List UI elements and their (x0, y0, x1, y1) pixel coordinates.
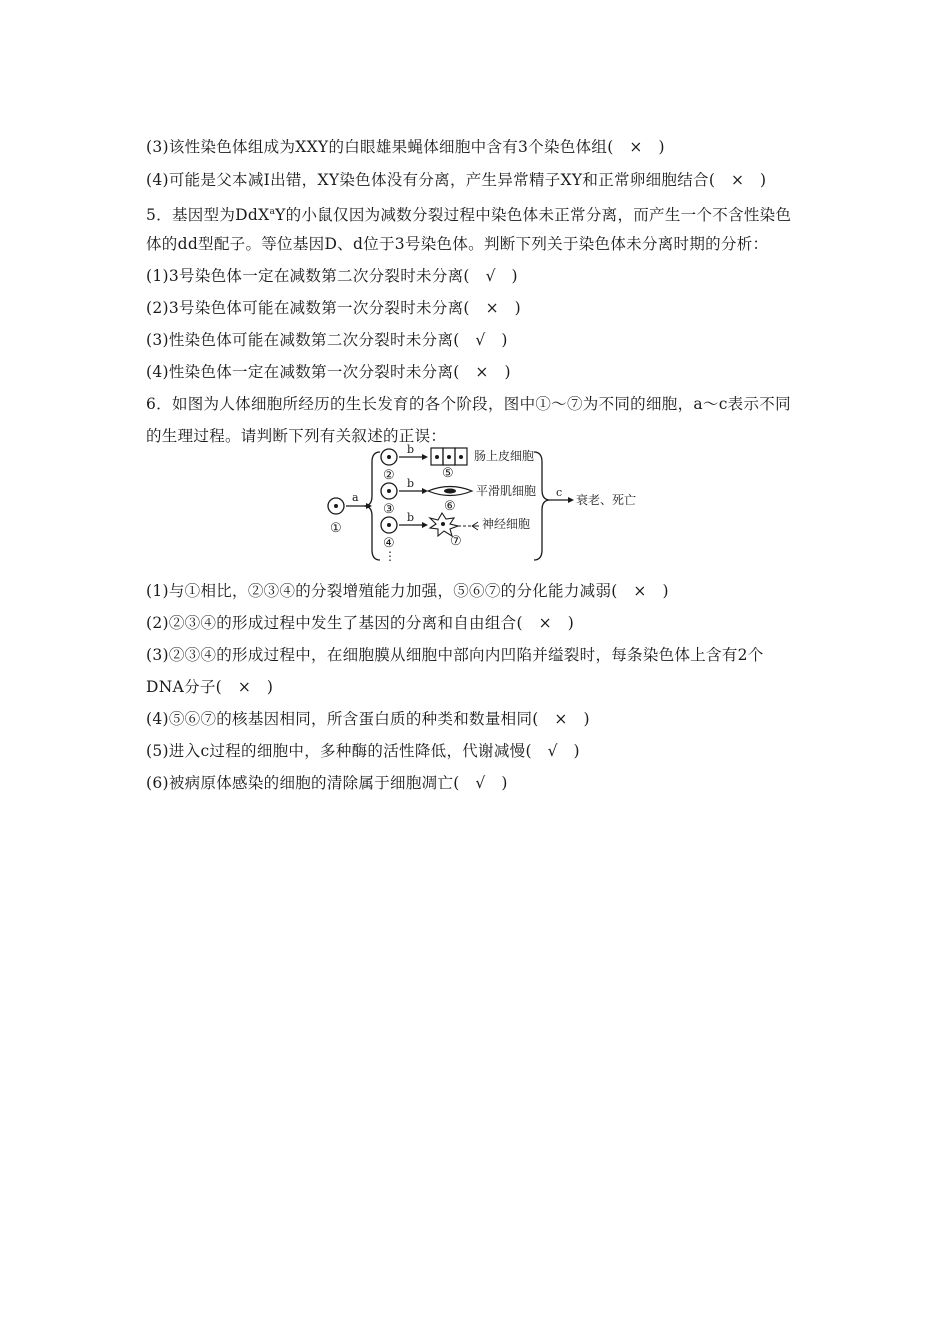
nerve-cell-nucleus (441, 522, 445, 526)
question-4-item-4: (4)可能是父本减Ⅰ出错，XY染色体没有分离，产生异常精子XY和正常卵细胞结合( × ) (146, 171, 767, 189)
cell-5-label: ⑤ (442, 466, 454, 481)
cell-3-label: ③ (383, 502, 395, 517)
q5-text-b: Y的小鼠仅因为减数分裂过程中染色体未正常分离，而产生一个不含性染色 (275, 206, 792, 224)
arrow-c-head (568, 497, 574, 503)
end-label: 衰老、死亡 (576, 493, 637, 507)
question-6-stem-line-2: 的生理过程。请判断下列有关叙述的正误： (146, 427, 447, 445)
smooth-muscle-label: 平滑肌细胞 (476, 484, 537, 498)
arrow-c-label: c (556, 486, 563, 499)
cell-4-nucleus (387, 523, 391, 527)
cell-7-label: ⑦ (450, 534, 462, 549)
arrow-b1-label: b (407, 443, 415, 456)
intestine-label: 肠上皮细胞 (474, 449, 535, 463)
q5-superscript: a (269, 207, 276, 217)
cell-1-label: ① (330, 521, 342, 536)
intestine-nucleus-a (435, 455, 439, 459)
cell-development-diagram (318, 443, 637, 564)
cell-1-nucleus (334, 504, 338, 508)
intestine-nucleus-b (447, 455, 451, 459)
arrow-b2-label: b (407, 477, 415, 490)
cell-3-nucleus (387, 489, 391, 493)
question-6-item-2: (2)②③④的形成过程中发生了基因的分离和自由组合( × ) (146, 614, 575, 632)
question-6-item-1: (1)与①相比，②③④的分裂增殖能力加强，⑤⑥⑦的分化能力减弱( × ) (146, 582, 669, 600)
question-6-item-5: (5)进入c过程的细胞中，多种酶的活性降低，代谢减慢( √ ) (146, 742, 580, 760)
intestine-nucleus-c (459, 455, 463, 459)
arrow-b3-head (422, 522, 428, 528)
question-5-item-1: (1)3号染色体一定在减数第二次分裂时未分离( √ ) (146, 267, 518, 285)
smooth-muscle-nucleus (444, 489, 456, 494)
cell-4-label: ④ (383, 536, 395, 551)
arrow-b3-label: b (407, 511, 415, 524)
question-5-item-4: (4)性染色体一定在减数第一次分裂时未分离( × ) (146, 363, 511, 381)
question-4-item-3: (3)该性染色体组成为XXY的白眼雄果蝇体细胞中含有3个染色体组( × ) (146, 138, 665, 156)
question-6-item-4: (4)⑤⑥⑦的核基因相同，所含蛋白质的种类和数量相同( × ) (146, 710, 590, 728)
arrow-b1-head (422, 454, 428, 460)
nerve-terminal (472, 522, 479, 530)
cell-6-label: ⑥ (444, 499, 456, 514)
q5-text-a: 5．基因型为DdX (146, 206, 270, 224)
question-6-item-6: (6)被病原体感染的细胞的清除属于细胞凋亡( √ ) (146, 774, 508, 792)
question-5-stem-line-2: 体的dd型配子。等位基因D、d位于3号染色体。判断下列关于染色体未分离时期的分析： (146, 235, 769, 253)
question-5-stem-line-1 (146, 202, 791, 225)
cell-2-label: ② (383, 468, 395, 483)
question-5-item-3: (3)性染色体可能在减数第二次分裂时未分离( √ ) (146, 331, 508, 349)
question-6-stem-line-1: 6．如图为人体细胞所经历的生长发育的各个阶段，图中①～⑦为不同的细胞，a～c表示不同 (146, 395, 791, 413)
question-6-item-3-line-1: (3)②③④的形成过程中，在细胞膜从细胞中部向内凹陷并缢裂时，每条染色体上含有2个 (146, 646, 764, 664)
arrow-a-label: a (352, 491, 359, 504)
right-brace (534, 452, 550, 560)
question-6-item-3-line-2: DNA分子( × ) (146, 678, 274, 696)
nerve-label: 神经细胞 (482, 517, 531, 531)
cell-2-nucleus (387, 455, 391, 459)
more-cells-ellipsis: ⋮ (384, 549, 396, 563)
question-5-item-2: (2)3号染色体可能在减数第一次分裂时未分离( × ) (146, 299, 522, 317)
